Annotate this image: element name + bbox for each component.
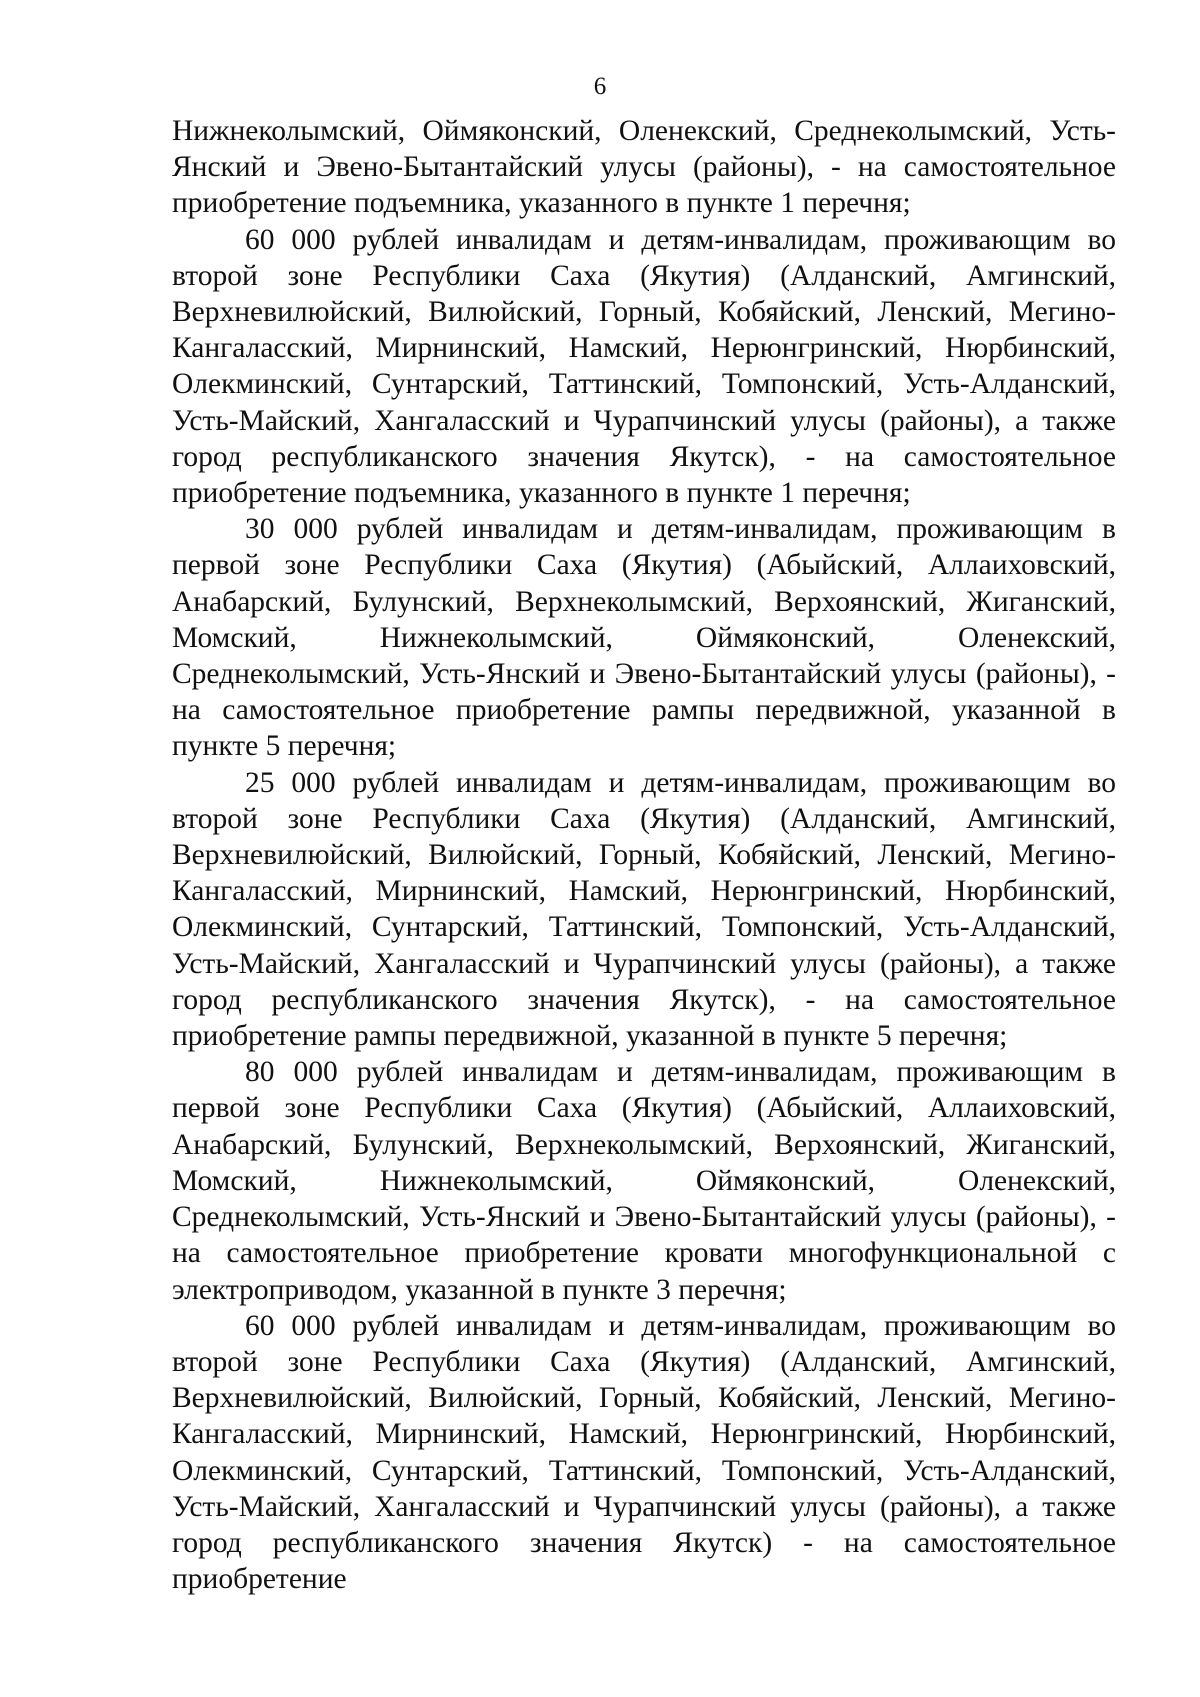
paragraph-ramp-zone-1: 30 000 рублей инвалидам и детям-инвалидам, проживающим в первой зоне Республики Саха (Якутия) (Абыйский, Аллаиховский, Анабарский, Булунский, Верхнеколымский, Верхоянский, Жиганский, Момский, Нижнеколымский, Оймяконский, Оленекский, Среднеколымский, Усть-Янский и Эвено-Бытантайский улусы (районы), - на самостоятельное приобретение рампы передвижной, указанной в пункте 5 перечня; — [172, 513, 1116, 763]
paragraph-bed-zone-1: 80 000 рублей инвалидам и детям-инвалидам, проживающим в первой зоне Республики Саха (Якутия) (Абыйский, Аллаиховский, Анабарский, Булунский, Верхнеколымский, Верхоянский, Жиганский, Момский, Нижнеколымский, Оймяконский, Оленекский, Среднеколымский, Усть-Янский и Эвено-Бытантайский улусы (районы), - на самостоятельное приобретение кровати многофункциональной с электроприводом, указанной в пункте 3 перечня; — [172, 1056, 1116, 1306]
page-number: 6 — [593, 73, 607, 100]
paragraph-continuation: Нижнеколымский, Оймяконский, Оленекский, Среднеколымский, Усть-Янский и Эвено-Бытантайский улусы (районы), - на самостоятельное приобретение подъемника, указанного в пункте 1 перечня; — [172, 115, 1116, 220]
paragraph-lift-zone-2: 60 000 рублей инвалидам и детям-инвалидам, проживающим во второй зоне Республики Саха (Якутия) (Алданский, Амгинский, Верхневилюйский, Вилюйский, Горный, Кобяйский, Ленский, Мегино-Кангаласский, Мирнинский, Намский, Нерюнгринский, Нюрбинский, Олекминский, Сунтарский, Таттинский, Томпонский, Усть-Алданский, Усть-Майский, Хангаласский и Чурапчинский улусы (районы), а также город республиканского значения Якутск), - на самостоятельное приобретение подъемника, указанного в пункте 1 перечня; — [172, 223, 1116, 510]
document-body — [172, 113, 1116, 1597]
paragraph-ramp-zone-2: 25 000 рублей инвалидам и детям-инвалидам, проживающим во второй зоне Республики Саха (Якутия) (Алданский, Амгинский, Верхневилюйский, Вилюйский, Горный, Кобяйский, Ленский, Мегино-Кангаласский, Мирнинский, Намский, Нерюнгринский, Нюрбинский, Олекминский, Сунтарский, Таттинский, Томпонский, Усть-Алданский, Усть-Майский, Хангаласский и Чурапчинский улусы (районы), а также город республиканского значения Якутск), - на самостоятельное приобретение рампы передвижной, указанной в пункте 5 перечня; — [172, 766, 1116, 1053]
paragraph-bed-zone-2: 60 000 рублей инвалидам и детям-инвалидам, проживающим во второй зоне Республики Саха (Якутия) (Алданский, Амгинский, Верхневилюйский, Вилюйский, Горный, Кобяйский, Ленский, Мегино-Кангаласский, Мирнинский, Намский, Нерюнгринский, Нюрбинский, Олекминский, Сунтарский, Таттинский, Томпонский, Усть-Алданский, Усть-Майский, Хангаласский и Чурапчинский улусы (районы), а также город республиканского значения Якутск) - на самостоятельное приобретение — [172, 1309, 1116, 1596]
